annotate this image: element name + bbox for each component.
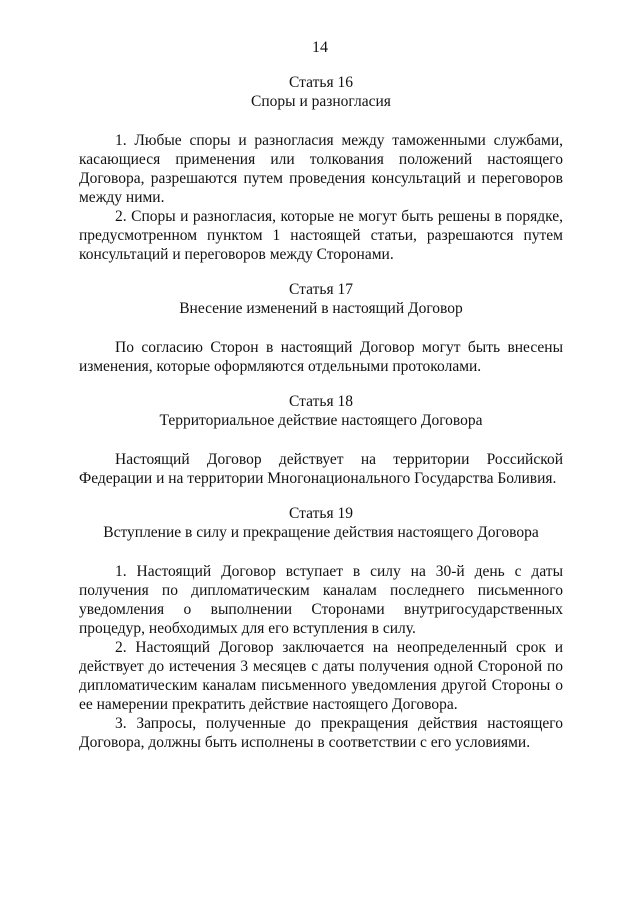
paragraph: 3. Запросы, полученные до прекращения действия настоящего Договора, должны быть исполнены в соответствии с его условиями. [79, 715, 563, 751]
article-body [79, 562, 563, 752]
article-17 [79, 281, 563, 376]
article-body [79, 131, 563, 264]
article-body [79, 450, 563, 488]
article-18 [79, 393, 563, 488]
paragraph: 1. Настоящий Договор вступает в силу на 30-й день с даты получения по дипломатическим каналам последнего письменного уведомления о выполнении Сторонами внутригосударственных процедур, необходимых для его вступления в силу. [79, 563, 563, 637]
article-19 [79, 505, 563, 752]
paragraph: Настоящий Договор действует на территории Российской Федерации и на территории Многонационального Государства Боливия. [79, 451, 563, 487]
paragraph: 2. Споры и разногласия, которые не могут быть решены в порядке, предусмотренном пунктом 1 настоящей статьи, разрешаются путем консультаций и переговоров между Сторонами. [79, 208, 563, 263]
page-number: 14 [312, 39, 328, 56]
article-number: Статья 16 [289, 74, 353, 91]
paragraph: 1. Любые споры и разногласия между таможенными службами, касающиеся применения или толкования положений настоящего Договора, разрешаются путем проведения консультаций и переговоров между ними. [79, 132, 563, 206]
article-number: Статья 17 [289, 281, 353, 298]
spacer [79, 264, 563, 281]
article-16 [79, 74, 563, 264]
document-content [79, 74, 563, 752]
article-title: Территориальное действие настоящего Договора [159, 411, 483, 429]
article-title: Споры и разногласия [251, 92, 391, 110]
article-title: Внесение изменений в настоящий Договор [179, 299, 463, 317]
article-number: Статья 19 [289, 505, 353, 522]
spacer [79, 376, 563, 393]
article-body [79, 338, 563, 376]
spacer [79, 488, 563, 505]
article-number: Статья 18 [289, 393, 353, 410]
paragraph: По согласию Сторон в настоящий Договор могут быть внесены изменения, которые оформляются отдельными протоколами. [79, 339, 563, 375]
paragraph: 2. Настоящий Договор заключается на неопределенный срок и действует до истечения 3 месяцев с даты получения одной Стороной по дипломатическим каналам письменного уведомления другой Стороны о ее намерении прекратить действие настоящего Договора. [79, 639, 563, 713]
article-title: Вступление в силу и прекращение действия настоящего Договора [103, 523, 539, 541]
